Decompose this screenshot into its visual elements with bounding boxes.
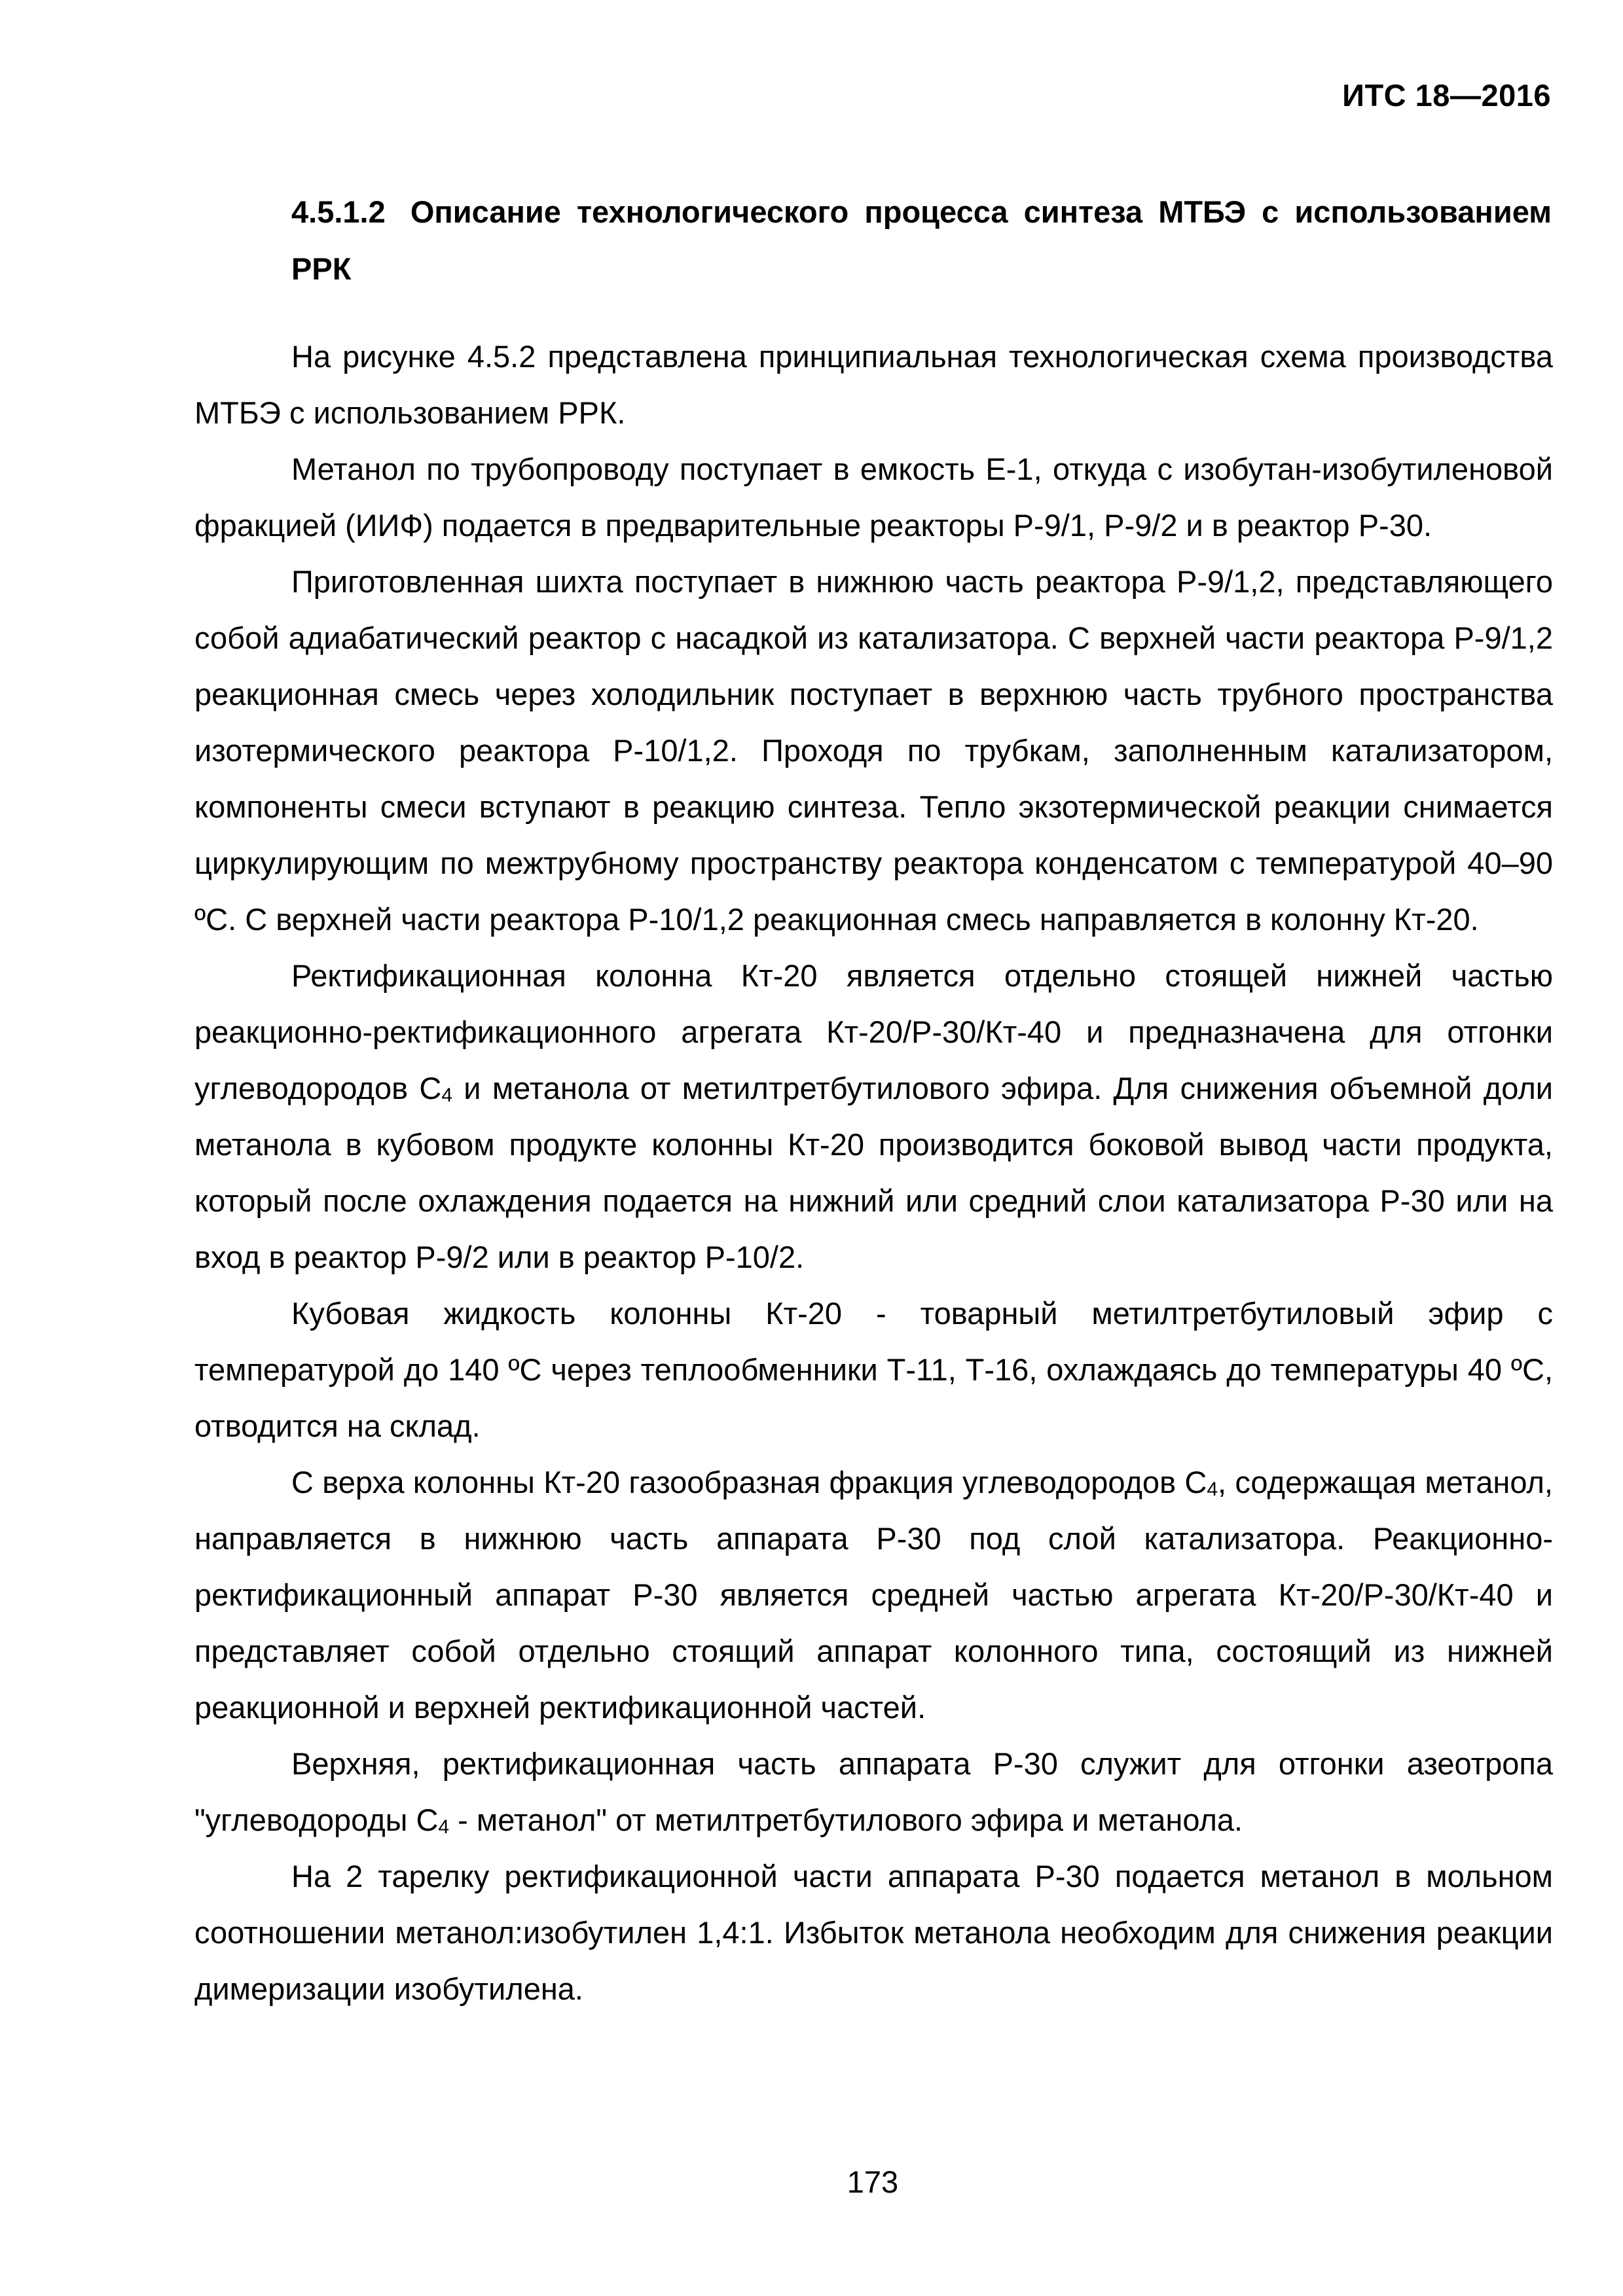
section-number: 4.5.1.2 [291,194,386,229]
body-text [194,329,1553,2017]
paragraph: Приготовленная шихта поступает в нижнюю часть реактора Р-9/1,2, представляющего собой адиабатический реактор с насадкой из катализатора. С верхней части реактора Р-9/1,2 реакционная смесь через холодильник поступает в верхнюю часть трубного пространства изотермического реактора Р-10/1,2. Проходя по трубкам, заполненным катализатором, компоненты смеси вступают в реакцию синтеза. Тепло экзотермической реакции снимается циркулирующим по межтрубному пространству реактора конденсатом с температурой 40–90 ºС. С верхней части реактора Р-10/1,2 реакционная смесь направляется в колонну Кт-20. [194,564,1553,937]
paragraph-text: Верхняя, ректификационная часть аппарата Р-30 служит для отгонки азеотропа "углеводороды С [194,1746,1553,1837]
paragraph-text: - метанол" от метилтретбутилового эфира и метанола. [449,1803,1243,1837]
paragraph-text: и метанола от метилтретбутилового эфира. Для снижения объемной доли метанола в кубовом продукте колонны Кт-20 производится боковой вывод части продукта, который после охлаждения подается на нижний или средний слои катализатора Р-30 или на вход в реактор Р-9/2 или в реактор Р-10/2. [194,1071,1554,1274]
paragraph [194,1454,1553,1736]
paragraph: Метанол по трубопроводу поступает в емкость Е-1, откуда с изобутан-изобутиленовой фракцией (ИИФ) подается в предварительные реакторы Р-9/1, Р-9/2 и в реактор Р-30. [194,452,1553,543]
paragraph: Кубовая жидкость колонны Кт-20 - товарный метилтретбутиловый эфир с температурой до 140 ºС через теплообменники Т-11, Т-16, охлаждаясь до температуры 40 ºС, отводится на склад. [194,1296,1553,1443]
paragraph-text: , содержащая метанол, направляется в нижнюю часть аппарата Р-30 под слой катализатора. Реакционно-ректификационный аппарат Р-30 является средней частью агрегата Кт-20/Р-30/Кт-40 и представляет собой отдельно стоящий аппарат колонного типа, состоящий из нижней реакционной и верхней ректификационной частей. [194,1465,1553,1725]
subscript: 4 [441,1085,452,1106]
section-heading [291,183,1552,297]
subscript: 4 [1207,1479,1218,1500]
page-number: 173 [847,2164,899,2199]
paragraph-text: Ректификационная колонна Кт-20 является отдельно стоящей нижней частью реакционно-ректификационного агрегата Кт-20/Р-30/Кт-40 и предназначена для отгонки углеводородов С [194,958,1553,1105]
subscript: 4 [438,1816,450,1838]
paragraph: На 2 тарелку ректификационной части аппарата Р-30 подается метанол в мольном соотношении метанол:изобутилен 1,4:1. Избыток метанола необходим для снижения реакции димеризации изобутилена. [194,1859,1553,2006]
paragraph-text: С верха колонны Кт-20 газообразная фракция углеводородов С [291,1465,1207,1499]
section-title: Описание технологического процесса синтеза МТБЭ с использованием РРК [291,194,1552,286]
paragraph [194,1736,1553,1848]
paragraph: На рисунке 4.5.2 представлена принципиальная технологическая схема производства МТБЭ с использованием РРК. [194,339,1553,430]
document-code: ИТС 18—2016 [1342,78,1551,113]
paragraph [194,948,1553,1285]
